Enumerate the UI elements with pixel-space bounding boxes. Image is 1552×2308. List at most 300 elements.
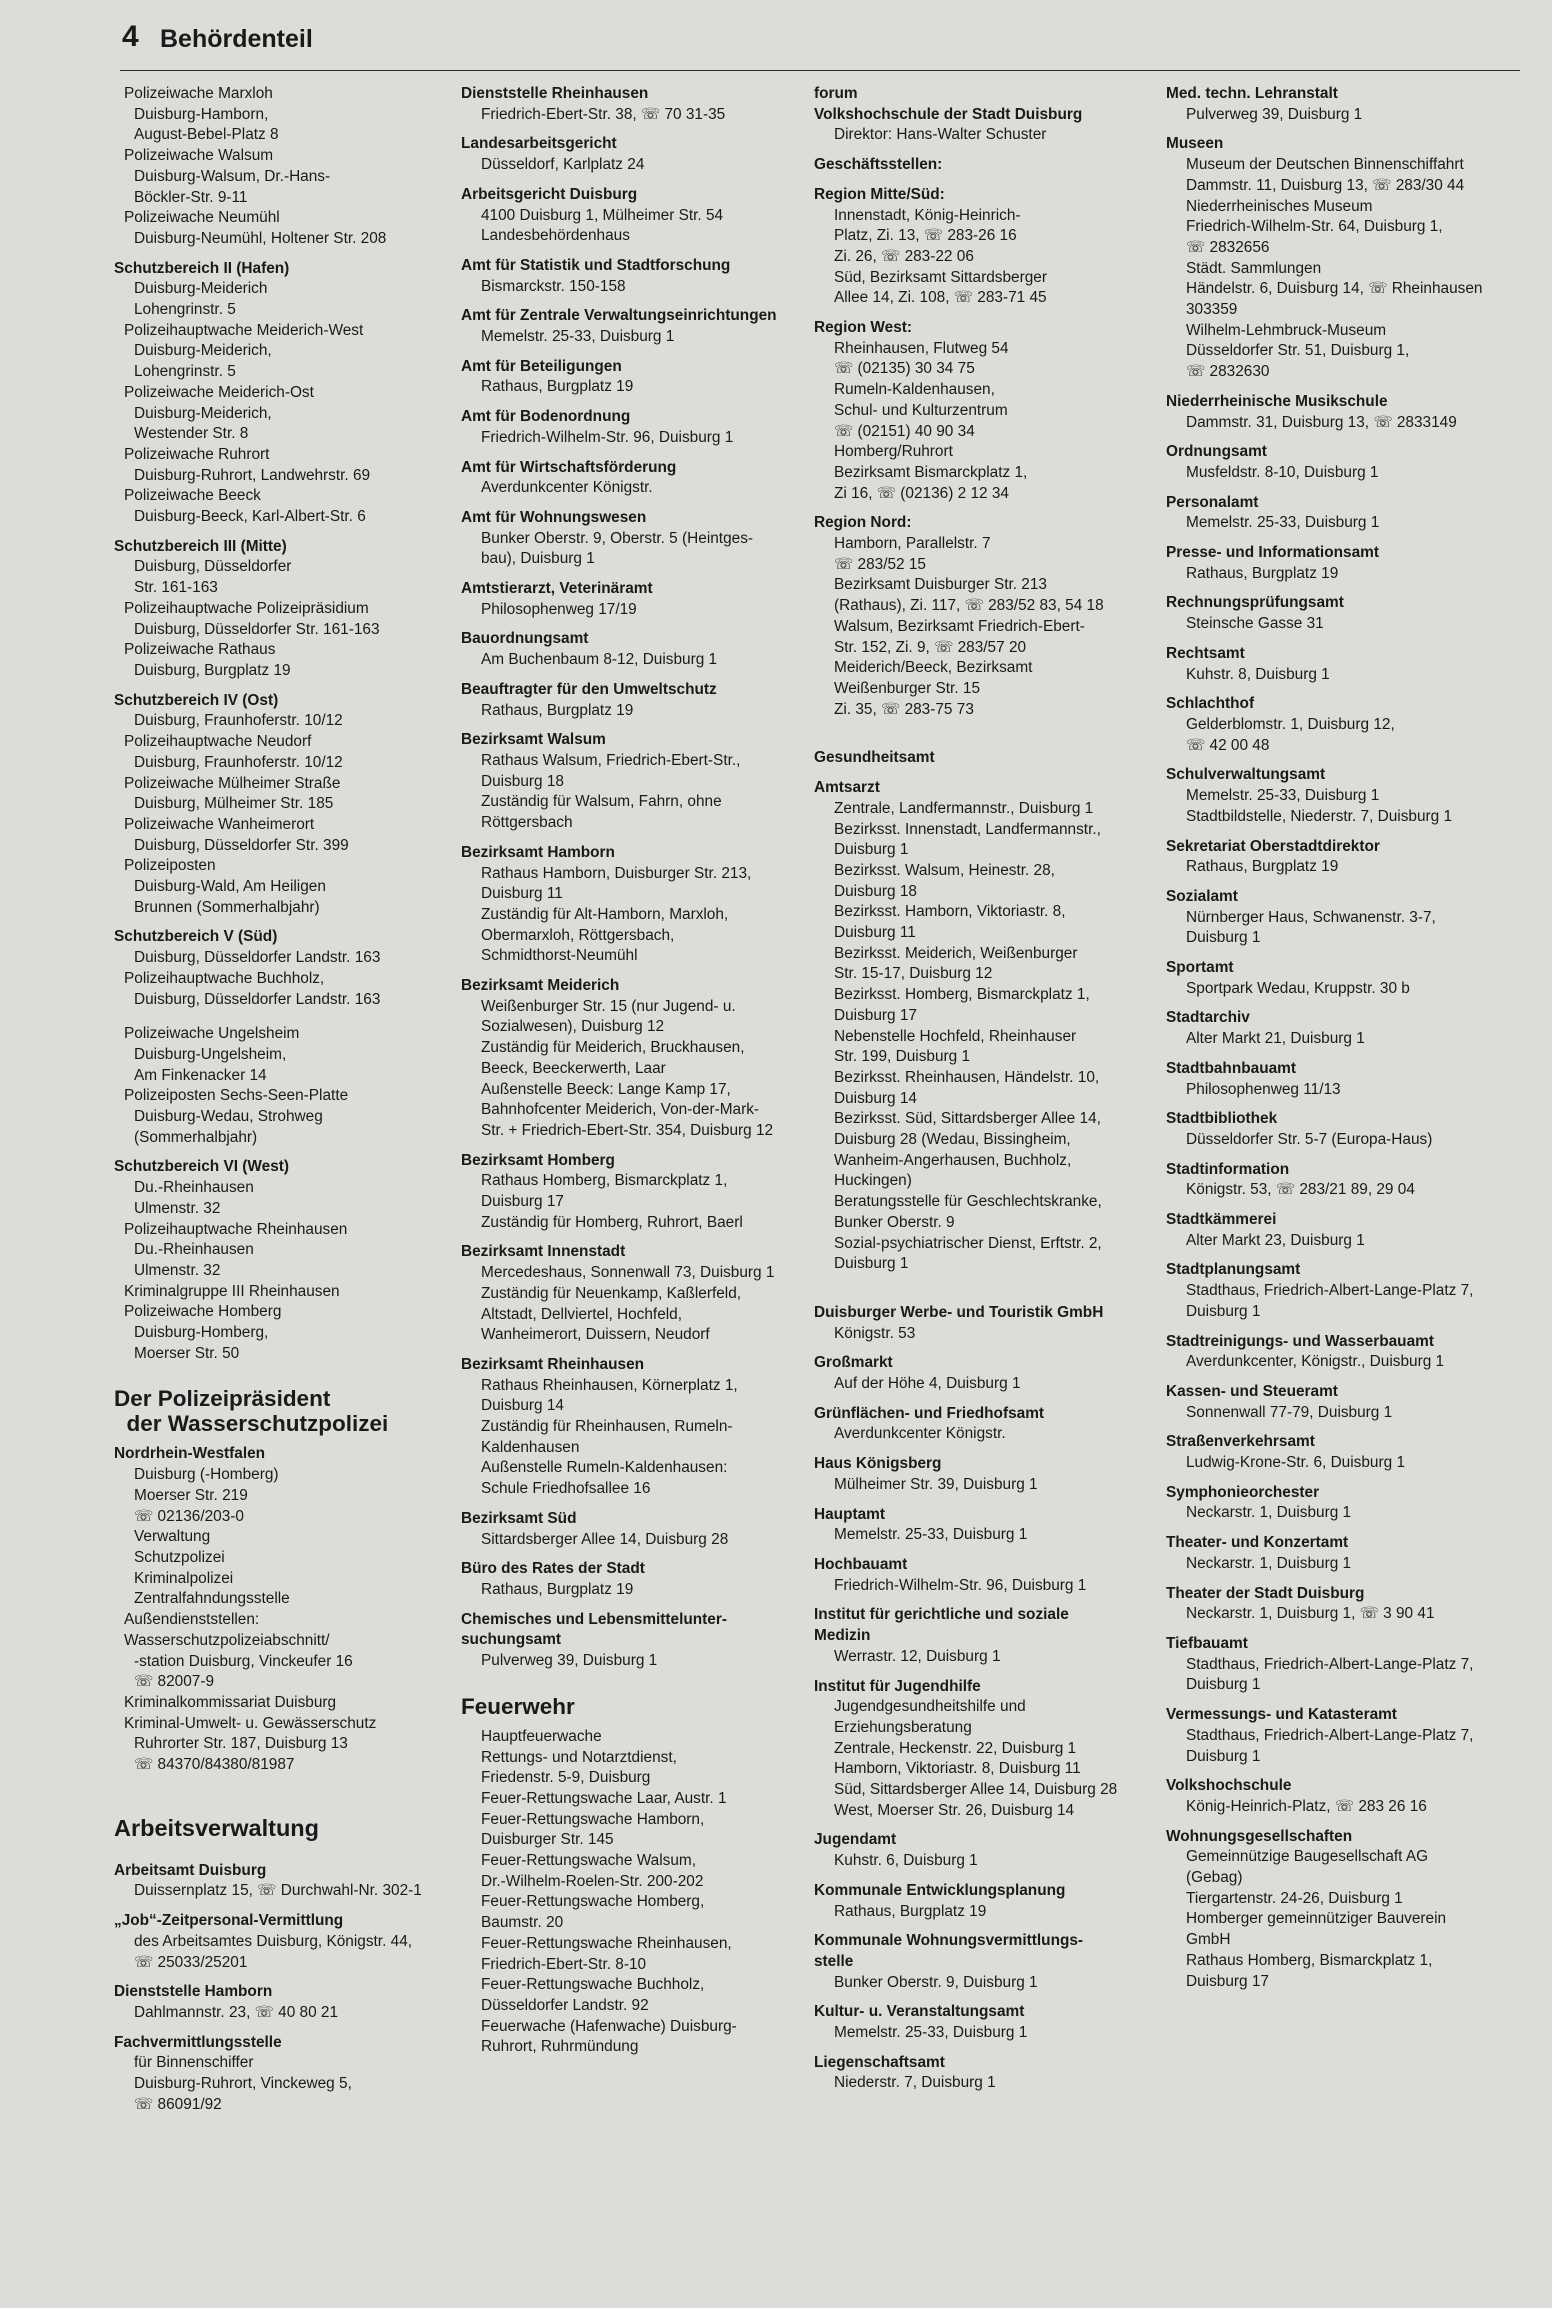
entry-line: Verwaltung bbox=[134, 1528, 211, 1546]
directory-entry bbox=[1166, 543, 1521, 584]
entry-line: Duisburger Str. 145 bbox=[481, 1831, 614, 1849]
entry-heading: Tiefbauamt bbox=[1166, 1635, 1248, 1652]
entry-heading: Rechnungsprüfungsamt bbox=[1166, 594, 1344, 612]
entry-line: Bezirksst. Hamborn, Viktoriastr. 8, bbox=[834, 903, 1066, 921]
entry-line: Polizeiwache Mülheimer Straße bbox=[124, 774, 341, 792]
directory-entry bbox=[114, 1982, 454, 2023]
entry-line: Memelstr. 25-33, Duisburg 1 bbox=[834, 2024, 1028, 2042]
entry-line: Hamborn, Parallelstr. 7 bbox=[834, 535, 991, 553]
directory-entry bbox=[114, 1861, 454, 1902]
entry-line: Landesbehördenhaus bbox=[481, 227, 630, 245]
entry-heading: Amt für Bodenordnung bbox=[461, 408, 631, 426]
directory-entry bbox=[1166, 442, 1521, 483]
entry-heading: Schutzbereich VI (West) bbox=[114, 1158, 290, 1176]
directory-entry bbox=[814, 1303, 1159, 1344]
entry-heading: Wohnungsgesellschaften bbox=[1166, 1827, 1353, 1845]
entry-line: Duisburg-Walsum, Dr.-Hans- bbox=[134, 167, 331, 185]
entry-line: ☏ 82007-9 bbox=[134, 1673, 215, 1691]
entry-line: Str. 152, Zi. 9, ☏ 283/57 20 bbox=[834, 638, 1027, 656]
entry-heading: Chemisches und Lebensmittelunter- bbox=[461, 1610, 727, 1628]
directory-entry bbox=[1166, 1210, 1521, 1251]
directory-entry bbox=[814, 2002, 1159, 2043]
entry-line: Kuhstr. 8, Duisburg 1 bbox=[1186, 665, 1330, 683]
entry-line: (Rathaus), Zi. 117, ☏ 283/52 83, 54 18 bbox=[834, 597, 1104, 615]
entry-heading: Vermessungs- und Katasteramt bbox=[1166, 1706, 1397, 1724]
entry-heading: Stadtbahnbauamt bbox=[1166, 1059, 1296, 1077]
directory-entry bbox=[461, 976, 806, 1142]
entry-line: Averdunkcenter Königstr. bbox=[834, 1425, 1006, 1443]
entry-line: Zuständig für Alt-Hamborn, Marxloh, bbox=[481, 905, 729, 923]
directory-entry bbox=[461, 843, 806, 967]
directory-entry bbox=[114, 259, 454, 528]
entry-heading: Bezirksamt Innenstadt bbox=[461, 1243, 626, 1261]
directory-entry bbox=[461, 357, 806, 398]
directory-entry bbox=[461, 84, 806, 125]
entry-line: Rathaus Homberg, Bismarckplatz 1, bbox=[1186, 1951, 1433, 1969]
entry-line: Feuer-Rettungswache Homberg, bbox=[481, 1893, 705, 1911]
entry-line: Rathaus Rheinhausen, Körnerplatz 1, bbox=[481, 1376, 738, 1394]
entry-line: Duisburg 1 bbox=[834, 1255, 909, 1273]
entry-line: Duisburg, Fraunhoferstr. 10/12 bbox=[134, 753, 343, 771]
entry-line: Polizeiwache Rathaus bbox=[124, 641, 276, 659]
entry-line: Brunnen (Sommerhalbjahr) bbox=[134, 898, 320, 916]
entry-line: Wilhelm-Lehmbruck-Museum bbox=[1186, 321, 1387, 339]
entry-heading: Duisburger Werbe- und Touristik GmbH bbox=[814, 1303, 1104, 1321]
directory-entry bbox=[1166, 1160, 1521, 1201]
entry-heading: stelle bbox=[814, 1952, 854, 1970]
entry-line: ☏ 02136/203-0 bbox=[134, 1507, 244, 1525]
entry-heading: Bezirksamt Rheinhausen bbox=[461, 1355, 645, 1373]
entry-line: Bezirksst. Rheinhausen, Händelstr. 10, bbox=[834, 1068, 1100, 1086]
entry-line: Zi 16, ☏ (02136) 2 12 34 bbox=[834, 484, 1009, 502]
entry-line: Auf der Höhe 4, Duisburg 1 bbox=[834, 1375, 1021, 1393]
entry-line: Duisburg, Burgplatz 19 bbox=[134, 661, 291, 679]
entry-line: Ruhrorter Str. 187, Duisburg 13 bbox=[134, 1735, 348, 1753]
directory-entry bbox=[1166, 1533, 1521, 1574]
entry-line: Polizeiwache Marxloh bbox=[124, 85, 273, 102]
directory-entry bbox=[461, 1509, 806, 1550]
entry-line: Zentrale, Landfermannstr., Duisburg 1 bbox=[834, 799, 1094, 817]
entry-heading: Großmarkt bbox=[814, 1354, 893, 1372]
entry-line: Werrastr. 12, Duisburg 1 bbox=[834, 1647, 1001, 1665]
directory-entry bbox=[461, 134, 806, 175]
entry-line: Rathaus, Burgplatz 19 bbox=[481, 1581, 634, 1598]
directory-entry bbox=[461, 508, 806, 570]
entry-line: Bezirksamt Bismarckplatz 1, bbox=[834, 463, 1028, 481]
entry-line: Rathaus, Burgplatz 19 bbox=[834, 1902, 987, 1920]
column-3 bbox=[814, 84, 1159, 2094]
entry-line: Neckarstr. 1, Duisburg 1 bbox=[1186, 1554, 1352, 1572]
directory-entry bbox=[1166, 493, 1521, 534]
column-2 bbox=[461, 84, 806, 2058]
directory-entry bbox=[814, 778, 1159, 1275]
entry-line: Duisburg (-Homberg) bbox=[134, 1466, 279, 1484]
entry-heading: Amt für Beteiligungen bbox=[461, 357, 622, 375]
entry-line: Averdunkcenter, Königstr., Duisburg 1 bbox=[1186, 1353, 1445, 1371]
entry-line: Duisburg, Düsseldorfer Str. 161-163 bbox=[134, 620, 380, 638]
entry-heading: Theater- und Konzertamt bbox=[1166, 1534, 1349, 1552]
entry-line: Duissernplatz 15, ☏ Durchwahl-Nr. 302-1 bbox=[134, 1882, 422, 1900]
entry-line: Dammstr. 31, Duisburg 13, ☏ 2833149 bbox=[1186, 413, 1457, 431]
entry-heading: Dienststelle Rheinhausen bbox=[461, 85, 649, 102]
entry-heading: Bezirksamt Walsum bbox=[461, 731, 606, 749]
directory-entry bbox=[814, 1555, 1159, 1596]
entry-line: Wanheim-Angerhausen, Buchholz, bbox=[834, 1151, 1072, 1169]
entry-line: (Gebag) bbox=[1186, 1869, 1243, 1887]
directory-entry bbox=[461, 579, 806, 620]
directory-entry bbox=[461, 1727, 806, 2058]
entry-heading: forum bbox=[814, 85, 858, 102]
directory-entry bbox=[814, 1931, 1159, 1993]
entry-line: Tiergartenstr. 24-26, Duisburg 1 bbox=[1186, 1889, 1403, 1907]
entry-line: Str. 15-17, Duisburg 12 bbox=[834, 965, 993, 983]
entry-heading: Nordrhein-Westfalen bbox=[114, 1445, 266, 1463]
entry-heading: Presse- und Informationsamt bbox=[1166, 544, 1379, 562]
directory-entry bbox=[1166, 1827, 1521, 1993]
entry-heading: Dienststelle Hamborn bbox=[114, 1983, 273, 2001]
entry-line: Am Buchenbaum 8-12, Duisburg 1 bbox=[481, 651, 718, 669]
directory-entry bbox=[1166, 1584, 1521, 1625]
entry-line: Kaldenhausen bbox=[481, 1438, 580, 1456]
entry-line: ☏ (02151) 40 90 34 bbox=[834, 422, 975, 440]
directory-entry bbox=[114, 537, 454, 682]
entry-line: Polizeihauptwache Polizeipräsidium bbox=[124, 599, 369, 617]
entry-line: Homberg/Ruhrort bbox=[834, 443, 953, 461]
entry-line: Pulverweg 39, Duisburg 1 bbox=[1186, 105, 1363, 123]
directory-entry bbox=[1166, 1432, 1521, 1473]
entry-line: Duisburg 1 bbox=[834, 841, 909, 859]
entry-line: ☏ (02135) 30 34 75 bbox=[834, 360, 975, 378]
entry-line: Händelstr. 6, Duisburg 14, ☏ Rheinhausen bbox=[1186, 280, 1483, 298]
entry-line: Moerser Str. 219 bbox=[134, 1486, 248, 1504]
entry-line: Feuer-Rettungswache Rheinhausen, bbox=[481, 1934, 732, 1952]
entry-line: Homberger gemeinnütziger Bauverein bbox=[1186, 1910, 1447, 1928]
entry-heading: Med. techn. Lehranstalt bbox=[1166, 85, 1338, 102]
entry-line: Zentralfahndungsstelle bbox=[134, 1590, 290, 1608]
entry-line: Alter Markt 23, Duisburg 1 bbox=[1186, 1231, 1365, 1249]
entry-line: Ulmenstr. 32 bbox=[134, 1261, 221, 1279]
entry-line: Zuständig für Homberg, Ruhrort, Baerl bbox=[481, 1213, 743, 1231]
directory-entry bbox=[814, 1454, 1159, 1495]
entry-heading: Bezirksamt Homberg bbox=[461, 1151, 615, 1169]
column-4 bbox=[1166, 84, 1521, 1992]
entry-line: Memelstr. 25-33, Duisburg 1 bbox=[834, 1526, 1028, 1544]
entry-line: Zuständig für Walsum, Fahrn, ohne bbox=[481, 793, 722, 811]
entry-line: Lohengrinstr. 5 bbox=[134, 301, 236, 319]
entry-heading: Arbeitsgericht Duisburg bbox=[461, 185, 638, 203]
column-1 bbox=[114, 84, 454, 2115]
entry-heading: Jugendamt bbox=[814, 1831, 897, 1849]
entry-heading: Amtstierarzt, Veterinäramt bbox=[461, 580, 653, 598]
entry-line: Gelderblomstr. 1, Duisburg 12, bbox=[1186, 715, 1395, 733]
entry-line: Zuständig für Neuenkamp, Kaßlerfeld, bbox=[481, 1284, 742, 1302]
entry-heading: Amtsarzt bbox=[814, 779, 880, 797]
entry-line: Nebenstelle Hochfeld, Rheinhauser bbox=[834, 1027, 1077, 1045]
entry-heading: Arbeitsamt Duisburg bbox=[114, 1861, 267, 1879]
entry-heading: Symphonieorchester bbox=[1166, 1483, 1320, 1501]
directory-entry bbox=[461, 1610, 806, 1672]
entry-line: Polizeiwache Meiderich-Ost bbox=[124, 383, 314, 401]
entry-heading: Geschäftsstellen: bbox=[814, 156, 943, 174]
entry-heading: Schutzbereich II (Hafen) bbox=[114, 259, 290, 277]
entry-line: ☏ 86091/92 bbox=[134, 2095, 222, 2113]
entry-line: Stadthaus, Friedrich-Albert-Lange-Platz 7, bbox=[1186, 1655, 1474, 1673]
entry-line: ☏ 42 00 48 bbox=[1186, 736, 1270, 754]
entry-heading: Amt für Statistik und Stadtforschung bbox=[461, 256, 731, 274]
entry-line: Direktor: Hans-Walter Schuster bbox=[834, 126, 1047, 144]
directory-entry bbox=[814, 1881, 1159, 1922]
entry-line: Philosophenweg 11/13 bbox=[1186, 1080, 1341, 1098]
directory-entry bbox=[814, 318, 1159, 504]
entry-line: Polizeiposten bbox=[124, 857, 216, 875]
entry-line: Polizeiwache Beeck bbox=[124, 487, 261, 505]
entry-line: Bezirksst. Walsum, Heinestr. 28, bbox=[834, 861, 1055, 879]
entry-heading: Beauftragter für den Umweltschutz bbox=[461, 680, 717, 698]
section-heading-feuerwehr: Feuerwehr bbox=[461, 1693, 575, 1719]
entry-line: Dr.-Wilhelm-Roelen-Str. 200-202 bbox=[481, 1872, 704, 1890]
entry-line: Str. + Friedrich-Ebert-Str. 354, Duisburg 12 bbox=[481, 1121, 774, 1139]
entry-heading: Institut für Jugendhilfe bbox=[814, 1677, 981, 1695]
entry-line: Rheinhausen, Flutweg 54 bbox=[834, 339, 1009, 357]
entry-line: Alter Markt 21, Duisburg 1 bbox=[1186, 1030, 1365, 1048]
entry-line: Stadtbildstelle, Niederstr. 7, Duisburg 1 bbox=[1186, 807, 1453, 825]
entry-line: Stadthaus, Friedrich-Albert-Lange-Platz 7, bbox=[1186, 1282, 1474, 1300]
entry-line: Gemeinnützige Baugesellschaft AG bbox=[1186, 1848, 1429, 1866]
entry-heading: Bezirksamt Hamborn bbox=[461, 843, 615, 861]
entry-line: Averdunkcenter Königstr. bbox=[481, 479, 653, 497]
entry-line: Duisburg 18 bbox=[481, 772, 564, 790]
page-section-title: Behördenteil bbox=[160, 25, 313, 53]
entry-heading: Gesundheitsamt bbox=[814, 749, 935, 767]
entry-line: Beratungsstelle für Geschlechtskranke, bbox=[834, 1193, 1102, 1211]
entry-line: Niederstr. 7, Duisburg 1 bbox=[834, 2074, 996, 2092]
entry-line: Friedrich-Ebert-Str. 38, ☏ 70 31-35 bbox=[481, 105, 726, 123]
entry-line: Sittardsberger Allee 14, Duisburg 28 bbox=[481, 1530, 729, 1548]
entry-line: Außenstelle Rumeln-Kaldenhausen: bbox=[481, 1459, 728, 1477]
entry-line: Philosophenweg 17/19 bbox=[481, 600, 637, 618]
entry-line: ☏ 84370/84380/81987 bbox=[134, 1756, 295, 1774]
directory-entry bbox=[1166, 1109, 1521, 1150]
directory-entry bbox=[1166, 644, 1521, 685]
directory-entry bbox=[1166, 593, 1521, 634]
entry-line: Feuer-Rettungswache Buchholz, bbox=[481, 1976, 705, 1994]
entry-line: Feuer-Rettungswache Walsum, bbox=[481, 1852, 696, 1870]
entry-heading: Stadtreinigungs- und Wasserbauamt bbox=[1166, 1332, 1434, 1350]
entry-heading: Volkshochschule bbox=[1166, 1777, 1292, 1795]
directory-entry bbox=[814, 1505, 1159, 1546]
entry-line: Bunker Oberstr. 9, Oberstr. 5 (Heintges- bbox=[481, 529, 754, 547]
entry-heading: Grünflächen- und Friedhofsamt bbox=[814, 1404, 1045, 1422]
entry-line: Mercedeshaus, Sonnenwall 73, Duisburg 1 bbox=[481, 1264, 775, 1282]
entry-line: Duisburg 1 bbox=[1186, 1302, 1261, 1320]
directory-entry bbox=[1166, 1008, 1521, 1049]
entry-line: Mülheimer Str. 39, Duisburg 1 bbox=[834, 1475, 1038, 1493]
entry-heading: Fachvermittlungsstelle bbox=[114, 2033, 282, 2051]
directory-entry bbox=[461, 1355, 806, 1500]
entry-line: Kriminal-Umwelt- u. Gewässerschutz bbox=[124, 1714, 377, 1732]
entry-heading: Stadtinformation bbox=[1166, 1160, 1290, 1178]
entry-line: Polizeihauptwache Rheinhausen bbox=[124, 1220, 348, 1238]
entry-line: ☏ 25033/25201 bbox=[134, 1953, 248, 1971]
directory-entry bbox=[814, 513, 1159, 720]
directory-entry bbox=[1166, 1634, 1521, 1696]
entry-line: Süd, Bezirksamt Sittardsberger bbox=[834, 268, 1047, 286]
directory-entry bbox=[114, 1610, 454, 1776]
entry-line: (Sommerhalbjahr) bbox=[134, 1128, 258, 1146]
entry-line: Duisburg, Mülheimer Str. 185 bbox=[134, 795, 334, 813]
section-heading-line: der Wasserschutzpolizei bbox=[114, 1411, 389, 1437]
directory-entry bbox=[461, 680, 806, 721]
entry-heading: Amt für Zentrale Verwaltungseinrichtungen bbox=[461, 307, 777, 325]
entry-line: Rathaus Hamborn, Duisburger Str. 213, bbox=[481, 864, 752, 882]
entry-line: Duisburg 17 bbox=[481, 1193, 564, 1211]
entry-line: Stadthaus, Friedrich-Albert-Lange-Platz 7, bbox=[1186, 1726, 1474, 1744]
entry-line: 303359 bbox=[1186, 301, 1238, 319]
entry-line: Duisburg, Fraunhoferstr. 10/12 bbox=[134, 712, 343, 730]
entry-line: Duisburg-Meiderich bbox=[134, 280, 268, 298]
entry-line: Düsseldorfer Str. 51, Duisburg 1, bbox=[1186, 342, 1410, 360]
entry-heading: Medizin bbox=[814, 1627, 871, 1645]
entry-line: Polizeiwache Walsum bbox=[124, 147, 274, 165]
entry-line: Pulverweg 39, Duisburg 1 bbox=[481, 1652, 658, 1670]
entry-line: Friedrich-Wilhelm-Str. 96, Duisburg 1 bbox=[834, 1576, 1087, 1594]
entry-line: Schmidthorst-Neumühl bbox=[481, 947, 638, 965]
entry-line: Düsseldorfer Str. 5-7 (Europa-Haus) bbox=[1186, 1130, 1433, 1148]
entry-line: -station Duisburg, Vinckeufer 16 bbox=[134, 1652, 353, 1670]
entry-line: Ulmenstr. 32 bbox=[134, 1199, 221, 1217]
entry-line: Duisburg 17 bbox=[1186, 1972, 1269, 1990]
entry-line: Beeck, Beeckerwerth, Laar bbox=[481, 1059, 666, 1077]
entry-heading: Region Nord: bbox=[814, 514, 912, 532]
entry-line: Feuerwache (Hafenwache) Duisburg- bbox=[481, 2017, 737, 2035]
entry-heading: Liegenschaftsamt bbox=[814, 2053, 945, 2071]
entry-line: Friedenstr. 5-9, Duisburg bbox=[481, 1769, 651, 1787]
entry-line: Zuständig für Rheinhausen, Rumeln- bbox=[481, 1418, 733, 1436]
entry-heading: Hochbauamt bbox=[814, 1556, 908, 1573]
entry-heading: Volkshochschule der Stadt Duisburg bbox=[814, 105, 1083, 123]
entry-line: Allee 14, Zi. 108, ☏ 283-71 45 bbox=[834, 289, 1047, 307]
entry-line: Erziehungsberatung bbox=[834, 1718, 972, 1736]
entry-line: Musfeldstr. 8-10, Duisburg 1 bbox=[1186, 463, 1379, 481]
entry-line: Obermarxloh, Röttgersbach, bbox=[481, 926, 675, 944]
entry-line: GmbH bbox=[1186, 1931, 1231, 1949]
directory-entry bbox=[114, 84, 454, 250]
directory-entry bbox=[814, 1353, 1159, 1394]
directory-entry bbox=[1166, 765, 1521, 827]
entry-line: Feuer-Rettungswache Hamborn, bbox=[481, 1810, 705, 1828]
entry-heading: Region West: bbox=[814, 319, 913, 337]
entry-line: Kuhstr. 6, Duisburg 1 bbox=[834, 1852, 978, 1870]
directory-entry bbox=[814, 155, 1159, 176]
directory-entry bbox=[1166, 1705, 1521, 1767]
directory-entry bbox=[814, 84, 1159, 146]
entry-line: Rettungs- und Notarztdienst, bbox=[481, 1748, 677, 1766]
entry-heading: Sekretariat Oberstadtdirektor bbox=[1166, 837, 1380, 855]
entry-heading: Niederrheinische Musikschule bbox=[1166, 392, 1388, 410]
entry-line: Jugendgesundheitshilfe und bbox=[834, 1698, 1026, 1716]
entry-line: Polizeihauptwache Buchholz, bbox=[124, 969, 325, 987]
entry-line: Duisburg 1 bbox=[1186, 1676, 1261, 1694]
directory-entry bbox=[461, 306, 806, 347]
entry-line: Röttgersbach bbox=[481, 814, 573, 832]
entry-heading: Bauordnungsamt bbox=[461, 630, 589, 648]
entry-line: Friedrich-Wilhelm-Str. 64, Duisburg 1, bbox=[1186, 218, 1443, 236]
entry-heading: Schutzbereich V (Süd) bbox=[114, 928, 278, 946]
directory-entry bbox=[1166, 1776, 1521, 1817]
directory-entry bbox=[814, 1404, 1159, 1445]
entry-line: Zuständig für Meiderich, Bruckhausen, bbox=[481, 1039, 745, 1057]
entry-line: Str. 161-163 bbox=[134, 579, 218, 597]
entry-line: Duisburg 1 bbox=[1186, 1747, 1261, 1765]
entry-line: Bahnhofcenter Meiderich, Von-der-Mark- bbox=[481, 1101, 760, 1119]
entry-line: Rathaus, Burgplatz 19 bbox=[1186, 858, 1339, 876]
entry-heading: Straßenverkehrsamt bbox=[1166, 1433, 1315, 1451]
entry-line: Sozialwesen), Duisburg 12 bbox=[481, 1018, 665, 1036]
directory-entry bbox=[461, 1151, 806, 1234]
entry-line: Am Finkenacker 14 bbox=[134, 1066, 267, 1084]
directory-entry bbox=[814, 185, 1159, 309]
directory-entry bbox=[1166, 1260, 1521, 1322]
entry-line: Duisburg-Wald, Am Heiligen bbox=[134, 878, 326, 896]
entry-heading: Personalamt bbox=[1166, 493, 1259, 511]
entry-line: Str. 199, Duisburg 1 bbox=[834, 1048, 971, 1066]
entry-line: Memelstr. 25-33, Duisburg 1 bbox=[1186, 787, 1380, 805]
entry-line: Duisburg-Ruhrort, Vinckeweg 5, bbox=[134, 2075, 352, 2093]
directory-entry bbox=[461, 407, 806, 448]
directory-entry bbox=[814, 2053, 1159, 2094]
directory-entry bbox=[1166, 837, 1521, 878]
directory-entry bbox=[814, 1677, 1159, 1822]
entry-line: Memelstr. 25-33, Duisburg 1 bbox=[481, 328, 675, 346]
entry-line: Niederrheinisches Museum bbox=[1186, 197, 1373, 215]
entry-line: ☏ 2832656 bbox=[1186, 238, 1270, 256]
entry-line: ☏ 283/52 15 bbox=[834, 555, 926, 573]
entry-heading: Kommunale Wohnungsvermittlungs- bbox=[814, 1932, 1084, 1950]
directory-entry bbox=[114, 691, 454, 919]
entry-line: Duisburg 11 bbox=[834, 924, 916, 942]
directory-entry bbox=[1166, 887, 1521, 949]
directory-entry bbox=[1166, 958, 1521, 999]
directory-entry bbox=[1166, 1332, 1521, 1373]
entry-line: Duisburg 14 bbox=[834, 1089, 917, 1107]
entry-line: Polizeihauptwache Neudorf bbox=[124, 733, 312, 751]
entry-heading: Sozialamt bbox=[1166, 887, 1238, 905]
entry-heading: Rechtsamt bbox=[1166, 644, 1245, 662]
directory-entry bbox=[814, 1605, 1159, 1667]
entry-line: Weißenburger Str. 15 (nur Jugend- u. bbox=[481, 997, 736, 1015]
directory-entry bbox=[114, 1911, 454, 1973]
entry-line: Duisburg-Beeck, Karl-Albert-Str. 6 bbox=[134, 508, 366, 526]
entry-line: Rathaus, Burgplatz 19 bbox=[481, 701, 634, 719]
entry-line: Rathaus Walsum, Friedrich-Ebert-Str., bbox=[481, 751, 741, 769]
entry-heading: Büro des Rates der Stadt bbox=[461, 1560, 645, 1578]
entry-line: Duisburg 18 bbox=[834, 882, 917, 900]
entry-line: Bezirksst. Innenstadt, Landfermannstr., bbox=[834, 820, 1101, 838]
directory-entry bbox=[1166, 134, 1521, 382]
entry-heading: Schutzbereich III (Mitte) bbox=[114, 537, 287, 555]
entry-line: Rumeln-Kaldenhausen, bbox=[834, 381, 995, 399]
directory-entry bbox=[461, 1242, 806, 1346]
entry-line: König-Heinrich-Platz, ☏ 283 26 16 bbox=[1186, 1797, 1427, 1815]
entry-line: Zi. 35, ☏ 283-75 73 bbox=[834, 700, 974, 718]
entry-line: Wasserschutzpolizeiabschnitt/ bbox=[124, 1631, 330, 1649]
entry-line: Düsseldorf, Karlplatz 24 bbox=[481, 156, 645, 174]
entry-line: Rathaus, Burgplatz 19 bbox=[481, 378, 634, 396]
entry-line: Duisburg-Homberg, bbox=[134, 1324, 269, 1342]
entry-line: Nürnberger Haus, Schwanenstr. 3-7, bbox=[1186, 908, 1436, 926]
entry-heading: Sportamt bbox=[1166, 959, 1234, 977]
entry-line: für Binnenschiffer bbox=[134, 2054, 254, 2072]
